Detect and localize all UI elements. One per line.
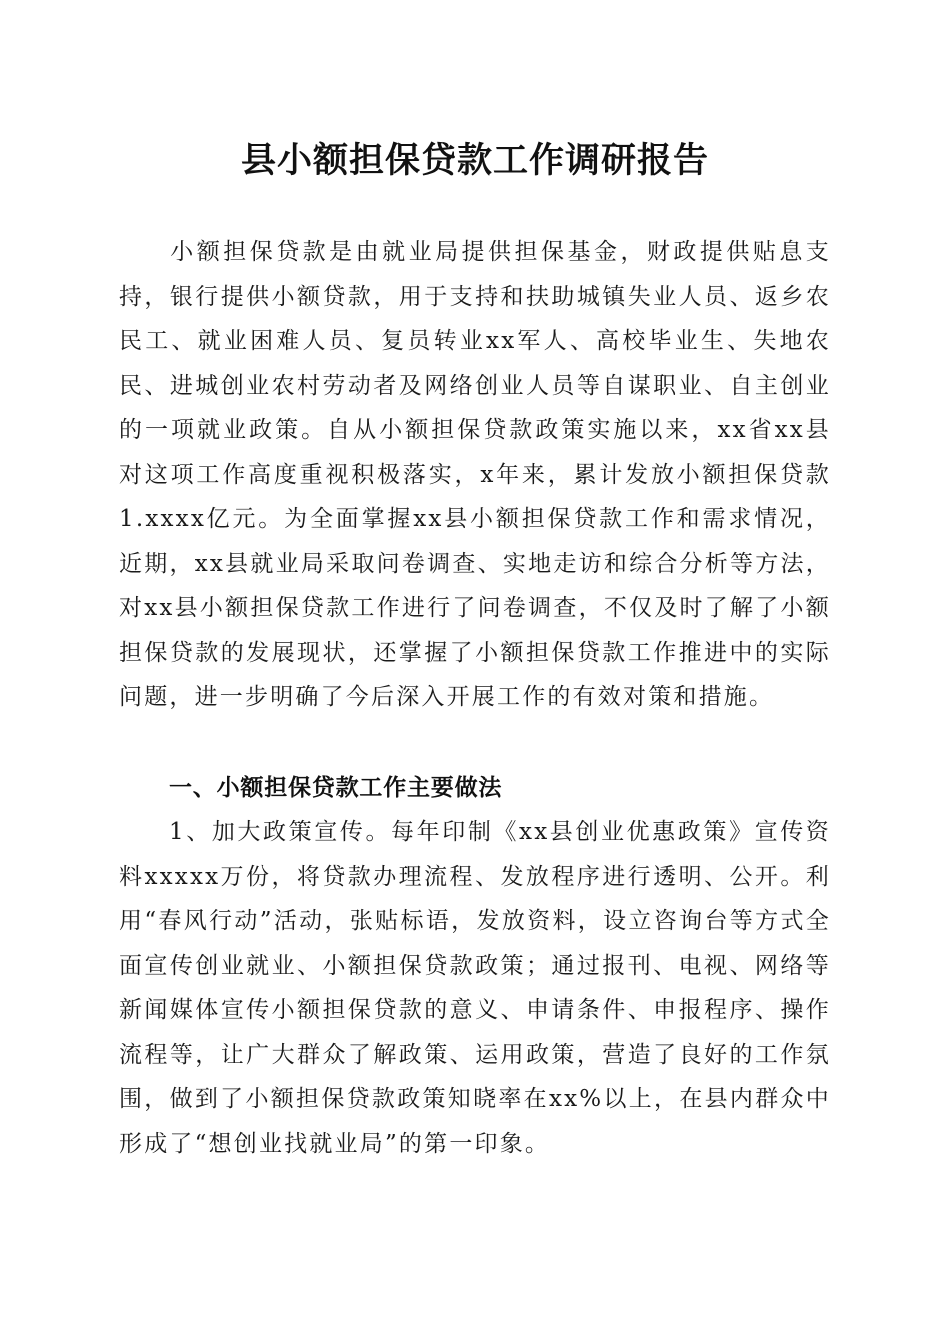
document-title: 县小额担保贷款工作调研报告: [240, 140, 709, 181]
policy-publicity-paragraph: [119, 810, 831, 1166]
intro-paragraph-text: 小额担保贷款是由就业局提供担保基金，财政提供贴息支持，银行提供小额贷款，用于支持和扶助城镇失业人员、返乡农民工、就业困难人员、复员转业xx军人、高校毕业生、失地农民、进城创业农村劳动者及网络创业人员等自谋职业、自主创业的一项就业政策。自从小额担保贷款政策实施以来，xx省xx县对这项工作高度重视积极落实，x年来，累计发放小额担保贷款1.xxxx亿元。为全面掌握xx县小额担保贷款工作和需求情况，近期，xx县就业局采取问卷调查、实地走访和综合分析等方法，对xx县小额担保贷款工作进行了问卷调查，不仅及时了解了小额担保贷款的发展现状，还掌握了小额担保贷款工作推进中的实际问题，进一步明确了今后深入开展工作的有效对策和措施。: [119, 239, 831, 710]
intro-paragraph: [119, 230, 831, 720]
policy-publicity-paragraph-text: 1、加大政策宣传。每年印制《xx县创业优惠政策》宣传资料xxxxx万份，将贷款办理流程、发放程序进行透明、公开。利用“春风行动”活动，张贴标语，发放资料，设立咨询台等方式全面宣传创业就业、小额担保贷款政策；通过报刊、电视、网络等新闻媒体宣传小额担保贷款的意义、申请条件、申报程序、操作流程等，让广大群众了解政策、运用政策，营造了良好的工作氛围，做到了小额担保贷款政策知晓率在xx%以上，在县内群众中形成了“想创业找就业局”的第一印象。: [119, 819, 831, 1157]
section-heading: 一、小额担保贷款工作主要做法: [169, 775, 503, 801]
